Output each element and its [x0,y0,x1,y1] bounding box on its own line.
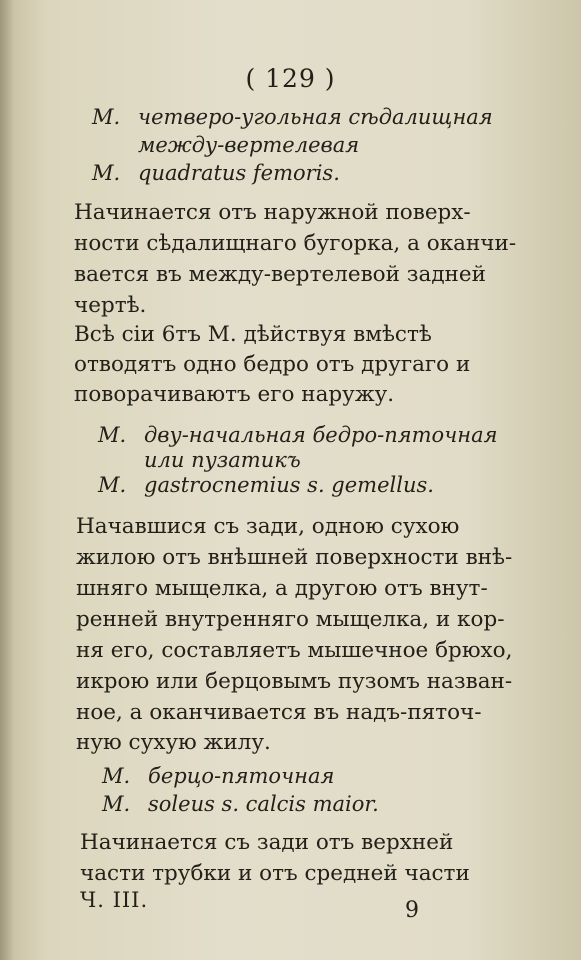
label-prefix: M. [102,792,131,816]
text-line: Начавшися съ зади, одною сухою [76,514,460,539]
text-line: Начинается съ зади отъ верхней [80,830,454,855]
text-line: Начинается отъ наружной поверх- [74,200,471,225]
text-line: жилою отъ внѣшней поверхности внѣ- [76,545,513,570]
muscle-label-line [98,423,498,447]
label-text: берцо-пяточная [148,764,335,788]
text-line: ренней внутренняго мыщелка, и кор- [76,607,505,632]
text-line: ня его, составляетъ мышечное брюхо, [76,638,513,663]
text-line: поворачиваютъ его наружу. [74,382,395,407]
muscle-label-line [92,161,340,185]
text-line: чертѣ. [74,293,147,318]
text-line: части трубки и отъ средней части [80,861,470,886]
label-text: soleus s. calcis maior. [148,792,379,816]
muscle-label-line [98,473,434,497]
muscle-label-line [102,792,379,816]
label-prefix: M. [102,764,131,788]
muscle-label-line [92,105,493,129]
text-line: шняго мыщелка, а другою отъ внут- [76,576,488,601]
sheet-number: 9 [405,898,419,923]
label-text: между-вертелевая [138,133,360,157]
text-line: ности сѣдалищнаго бугорка, а оканчи- [74,231,517,256]
text-line: отводятъ одно бедро отъ другаго и [74,352,471,377]
label-text: или пузатикъ [144,448,301,472]
label-text: quadratus femoris. [138,161,340,185]
label-text: gastrocnemius s. gemellus. [144,473,434,497]
label-prefix: M. [92,105,121,129]
label-prefix: M. [98,473,127,497]
muscle-label-line [138,133,359,157]
label-text: дву-начальная бедро-пяточная [144,423,498,447]
muscle-label-line [102,764,334,788]
label-text: четверо-угольная сѣдалищная [138,105,493,129]
label-prefix: M. [98,423,127,447]
text-line: ную сухую жилу. [76,730,271,755]
text-line: Всѣ сіи 6тъ М. дѣйствуя вмѣстѣ [74,322,432,347]
text-line: икрою или берцовымъ пузомъ назван- [76,669,513,694]
page-number: ( 129 ) [245,64,336,93]
text-line: ное, а оканчивается въ надъ-пяточ- [76,700,482,725]
signature-mark: Ч. III. [80,888,149,912]
label-prefix: M. [92,161,121,185]
muscle-label-line [144,448,301,472]
text-line: вается въ между-вертелевой задней [74,262,486,287]
